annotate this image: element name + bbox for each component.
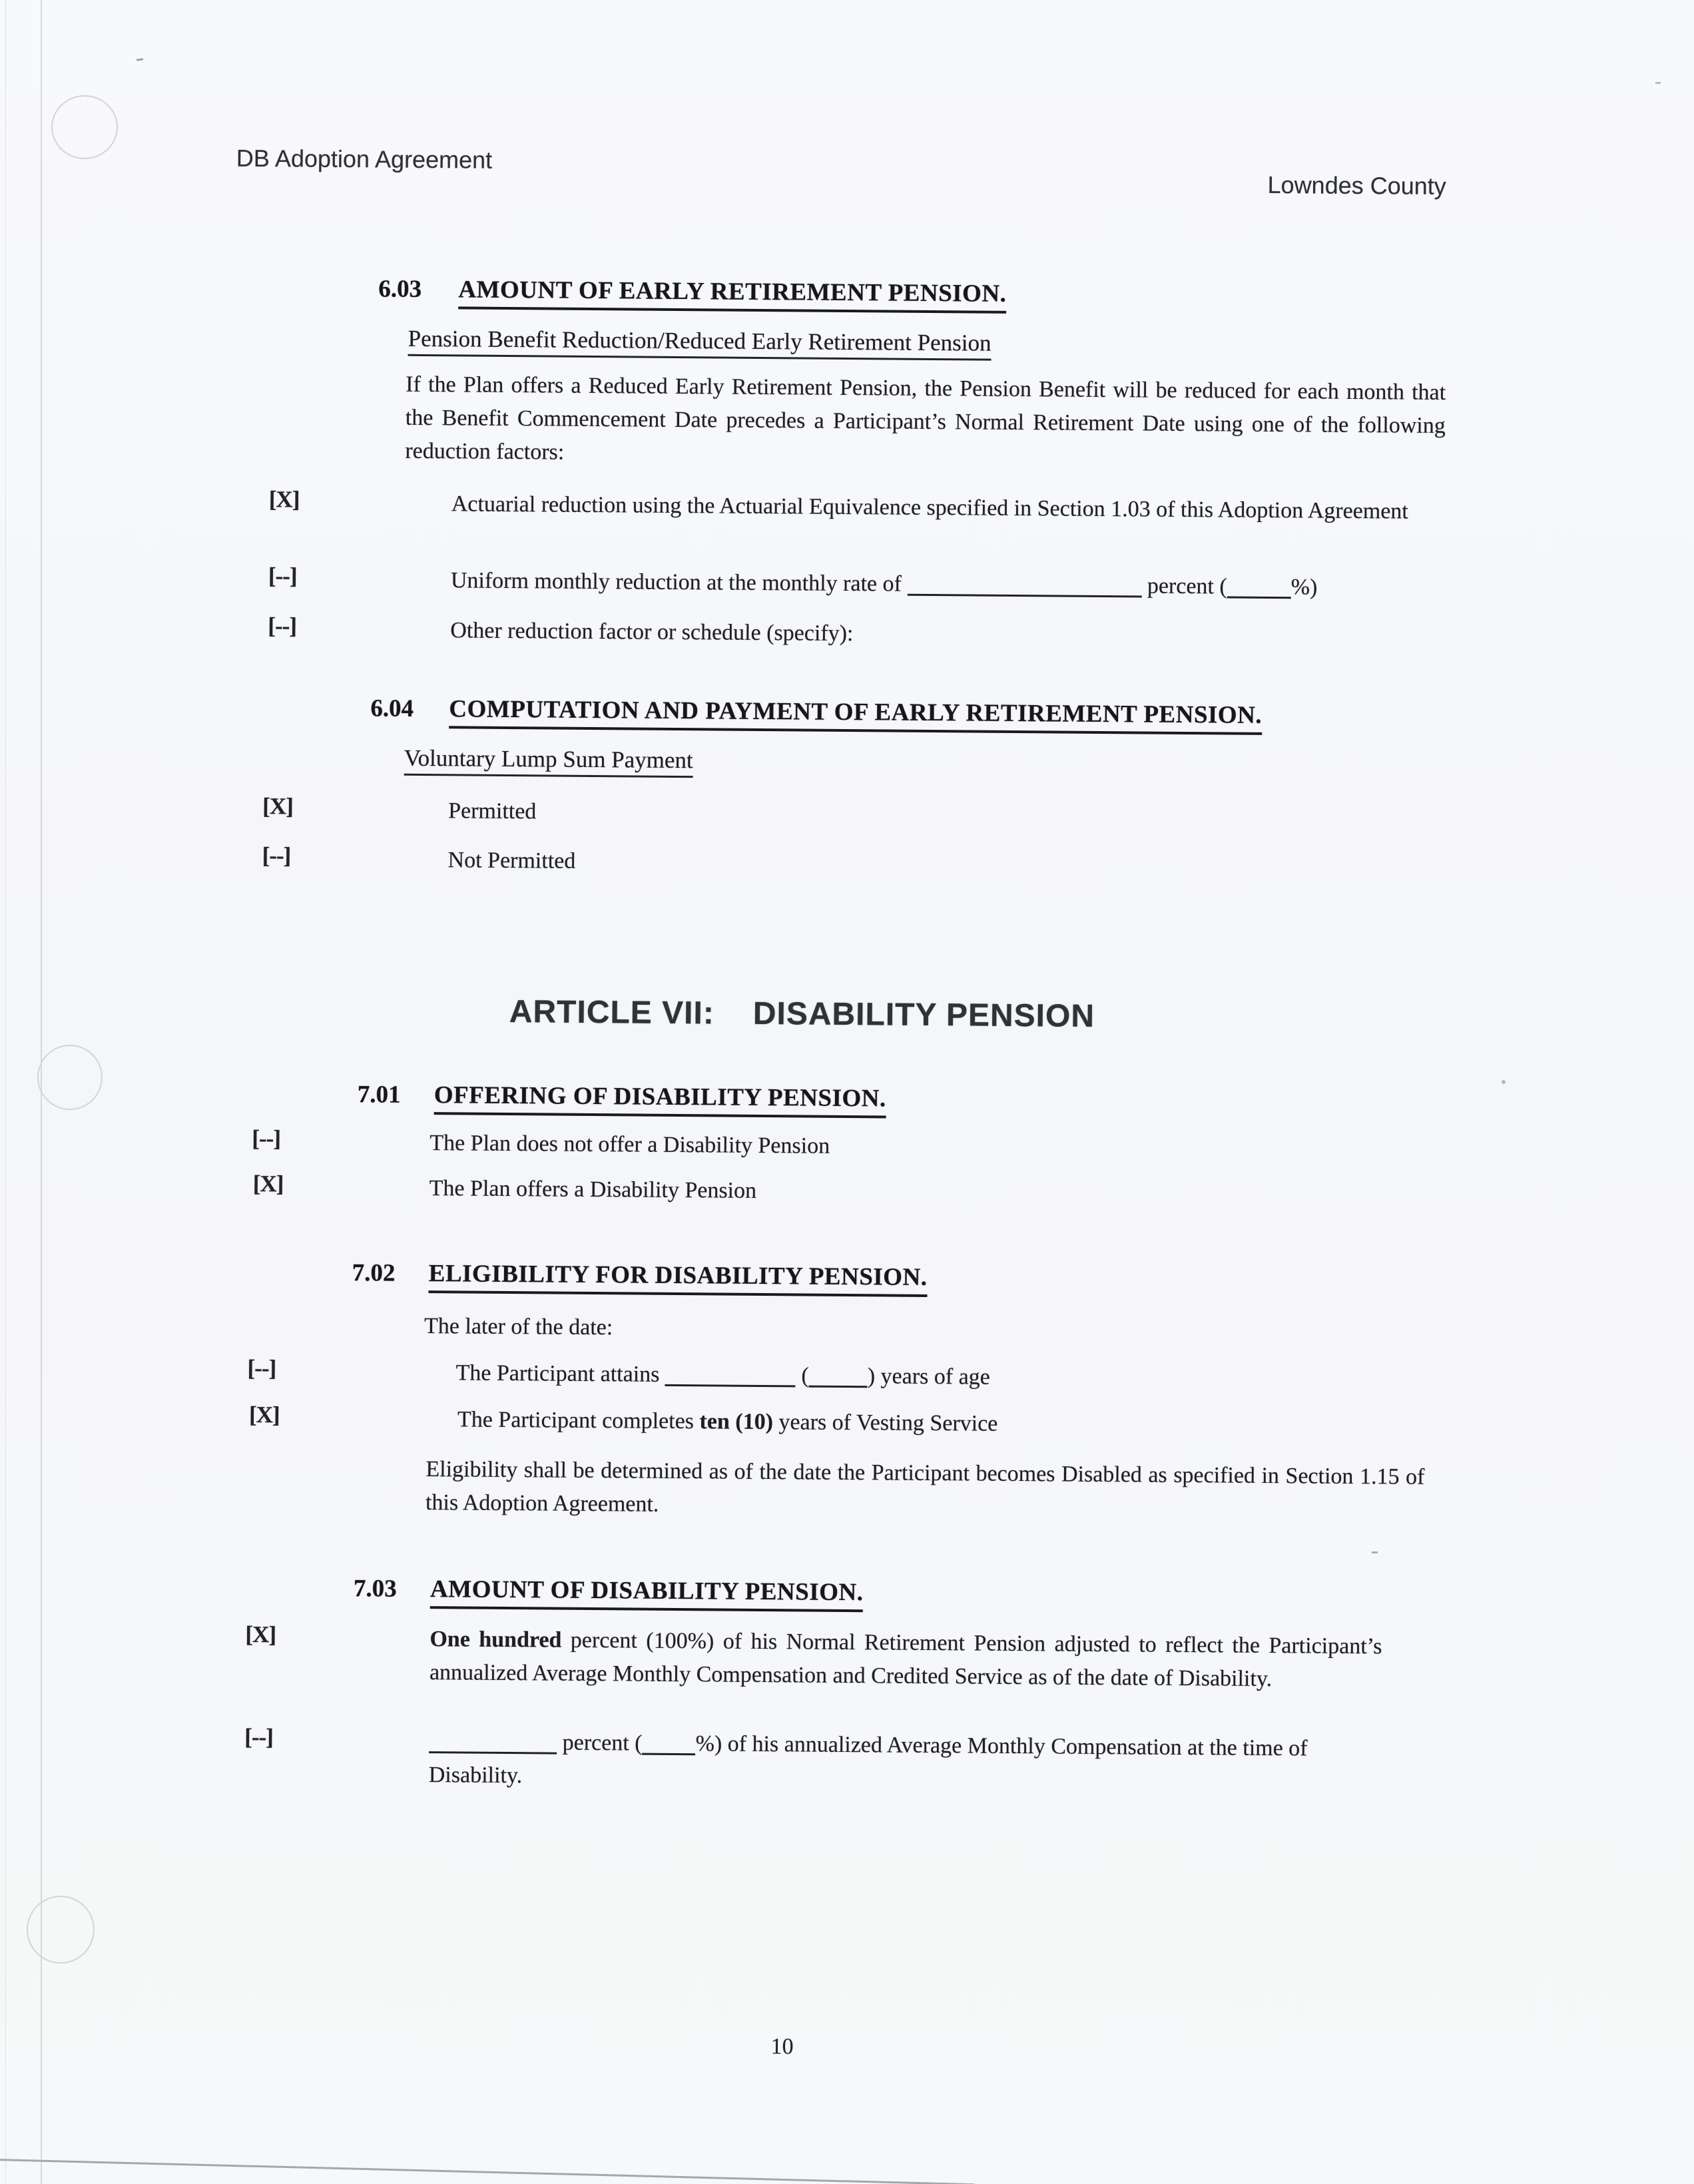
section-number: 6.03: [378, 275, 422, 303]
section-number: 7.02: [352, 1259, 396, 1287]
option-text-fragment: %): [1290, 575, 1318, 600]
section-title: AMOUNT OF DISABILITY PENSION.: [430, 1575, 864, 1612]
checkbox-mark: [X]: [248, 1401, 280, 1428]
option-text-bold-fragment: ten (10): [699, 1409, 774, 1435]
option-text-fragment: Uniform monthly reduction at the monthly rate of: [450, 568, 902, 597]
checkbox-mark: [--]: [247, 1354, 276, 1382]
section-title: OFFERING OF DISABILITY PENSION.: [434, 1081, 886, 1118]
checkbox-mark: [--]: [268, 563, 297, 589]
option-text: [457, 1403, 998, 1440]
article-heading: [509, 993, 1095, 1035]
option-text: [451, 564, 1318, 604]
blank-line: [907, 574, 1141, 598]
checkbox-mark: [X]: [268, 486, 300, 513]
option-text-fragment: (: [801, 1363, 809, 1388]
checkbox-mark: [--]: [268, 613, 297, 639]
section-intro: If the Plan offers a Reduced Early Retirement Pension, the Pension Benefit will be reduced for each month that the Benefit Commencement Date precedes a Participant’s Normal Retirement Date using one of the following reduction factors:: [405, 372, 1446, 465]
option-text: [429, 1725, 1402, 1799]
option-text-fragment: percent (: [562, 1730, 643, 1756]
client-name-label: Lowndes County: [1267, 170, 1446, 200]
checkbox-mark: [X]: [252, 1171, 284, 1197]
section-intro: The later of the date:: [424, 1314, 613, 1340]
blank-line: [429, 1731, 557, 1755]
checkbox-mark: [--]: [252, 1125, 281, 1152]
section-title: ELIGIBILITY FOR DISABILITY PENSION.: [429, 1259, 928, 1297]
option-text-fragment: percent (: [1147, 573, 1227, 599]
option-text-fragment: %) of his annualized Average Monthly Compensation at the time of Disability.: [428, 1731, 1308, 1788]
article-title-label: DISABILITY PENSION: [752, 995, 1095, 1034]
blank-line: [1227, 576, 1291, 599]
blank-line: [809, 1366, 868, 1388]
option-text-bold-fragment: One hundred: [429, 1627, 562, 1653]
option-text: Permitted: [448, 798, 537, 824]
document-type-label: DB Adoption Agreement: [236, 144, 493, 174]
option-text: Not Permitted: [447, 848, 576, 874]
section-number: 7.03: [353, 1575, 397, 1603]
article-number-label: ARTICLE VII:: [509, 994, 715, 1031]
option-text: [429, 1623, 1382, 1697]
section-title: COMPUTATION AND PAYMENT OF EARLY RETIREMENT PENSION.: [449, 694, 1262, 735]
blank-line: [665, 1364, 796, 1388]
section-subheading: Pension Benefit Reduction/Reduced Early Retirement Pension: [408, 326, 991, 361]
checkbox-mark: [--]: [244, 1723, 274, 1751]
page-number: 10: [770, 2034, 794, 2059]
option-text: Actuarial reduction using the Actuarial Equivalence specified in Section 1.03 of this Adoption Agreement: [451, 491, 1408, 524]
option-text-fragment: The Participant attains: [455, 1360, 660, 1387]
option-text: Other reduction factor or schedule (specify):: [450, 618, 854, 647]
section-subheading: Voluntary Lump Sum Payment: [404, 745, 693, 778]
checkbox-mark: [--]: [262, 842, 291, 869]
option-text: The Plan offers a Disability Pension: [429, 1176, 757, 1203]
option-text-fragment: ) years of age: [867, 1364, 990, 1390]
option-text-fragment: The Participant completes: [457, 1407, 695, 1434]
section-title: AMOUNT OF EARLY RETIREMENT PENSION.: [458, 275, 1006, 313]
option-text-fragment: percent (100%) of his Normal Retirement Pension adjusted to reflect the Participant’s annualized Average Monthly Compensation and Credited Service as of the date of Disability.: [429, 1627, 1382, 1692]
checkbox-mark: [X]: [262, 793, 293, 820]
checkbox-mark: [X]: [245, 1621, 276, 1648]
blank-line: [642, 1733, 695, 1756]
section-number: 7.01: [357, 1081, 401, 1109]
section-outro: Eligibility shall be determined as of the date the Participant becomes Disabled as specified in Section 1.15 of this Adoption Agreement.: [425, 1457, 1425, 1517]
option-text: [455, 1356, 990, 1394]
option-text-fragment: years of Vesting Service: [778, 1410, 998, 1436]
option-text: The Plan does not offer a Disability Pension: [429, 1131, 830, 1159]
section-number: 6.04: [370, 694, 414, 722]
